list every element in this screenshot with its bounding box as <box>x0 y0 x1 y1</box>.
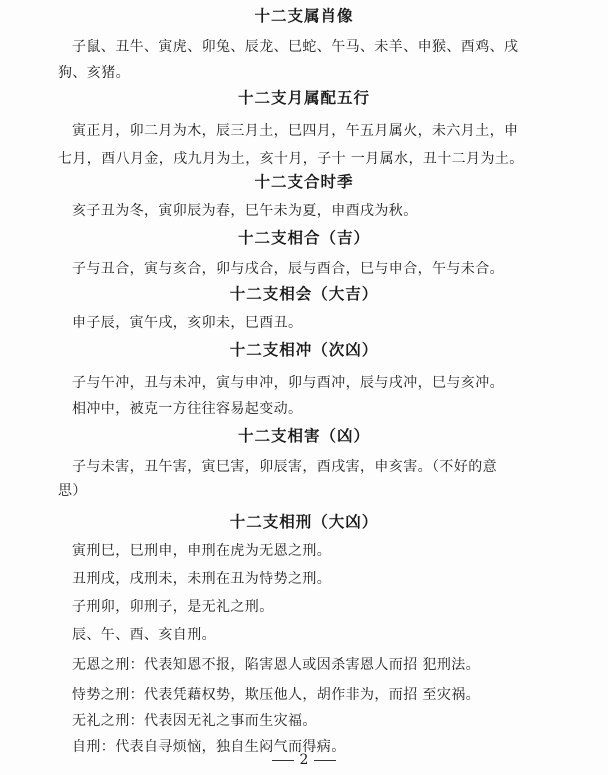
section-title-meet: 十二支相会（大吉） <box>229 285 379 303</box>
meet-line-1: 申子辰，寅午戌，亥卯未，巳酉丑。 <box>72 315 303 331</box>
punish-line-3: 子刑卯，卯刑子，是无礼之刑。 <box>72 599 274 615</box>
punish-line-7: 无礼之刑：代表因无礼之事而生灾福。 <box>72 713 317 729</box>
zodiac-line-1: 子鼠、丑牛、寅虎、卯兔、辰龙、巳蛇、午马、未羊、申猴、酉鸡、戌 <box>72 39 519 55</box>
section-title-harm: 十二支相害（凶） <box>237 427 370 445</box>
punish-line-2: 丑刑戌，戌刑未，未刑在丑为恃势之刑。 <box>72 571 332 587</box>
section-title-combine: 十二支相合（吉） <box>237 229 370 247</box>
page-number-dash-left <box>272 760 294 761</box>
page-number-value: 2 <box>299 752 309 768</box>
section-title-months: 十二支月属配五行 <box>237 89 370 107</box>
months-line-1: 寅正月，卯二月为木，辰三月土，巳四月，午五月属火，未六月土，申 <box>72 123 519 139</box>
combine-line-1: 子与丑合，寅与亥合，卯与戌合，辰与酉合，巳与申合，午与未合。 <box>72 261 504 277</box>
section-title-punish: 十二支相刑（大凶） <box>229 513 379 531</box>
seasons-line-1: 亥子丑为冬，寅卯辰为春，巳午未为夏，申酉戌为秋。 <box>72 203 418 219</box>
punish-line-4: 辰、午、酉、亥自刑。 <box>72 627 216 643</box>
punish-line-8: 自刑：代表自寻烦恼，独自生闷气而得病。 <box>72 739 346 755</box>
harm-line-1: 子与未害，丑午害，寅巳害，卯辰害，酉戌害，申亥害。（不好的意 <box>72 459 497 475</box>
punish-line-6: 恃势之刑：代表凭藉权势，欺压他人，胡作非为，而招 至灾祸。 <box>72 687 481 703</box>
clash-line-2: 相冲中，被克一方往往容易起变动。 <box>72 401 303 417</box>
section-title-clash: 十二支相冲（次凶） <box>229 341 379 359</box>
punish-line-5: 无恩之刑：代表知恩不报，陷害恩人或因杀害恩人而招 犯刑法。 <box>72 657 481 673</box>
months-line-2: 七月，酉八月金，戌九月为土，亥十月，子十 一月属水，丑十二月为土。 <box>58 151 524 167</box>
section-title-zodiac: 十二支属肖像 <box>254 7 354 25</box>
page-number <box>0 752 608 768</box>
clash-line-1: 子与午冲，丑与未冲，寅与申冲，卯与酉冲，辰与戌冲，巳与亥冲。 <box>72 375 504 391</box>
zodiac-line-2: 狗、亥猪。 <box>58 65 130 81</box>
section-title-seasons: 十二支合时季 <box>254 173 354 191</box>
page-number-dash-right <box>314 760 336 761</box>
harm-line-2: 思） <box>58 483 87 499</box>
punish-line-1: 寅刑巳，巳刑申，申刑在虎为无恩之刑。 <box>72 543 332 559</box>
